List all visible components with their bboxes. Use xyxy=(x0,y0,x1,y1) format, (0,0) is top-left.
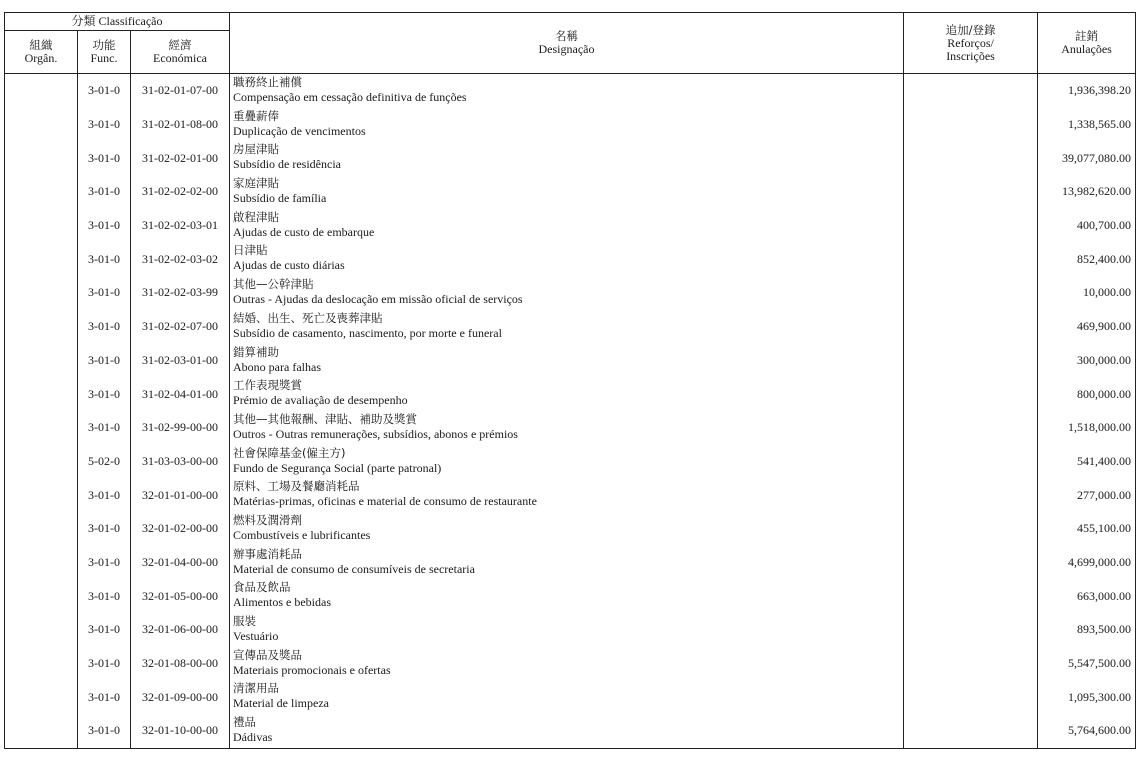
designation-zh: 禮品 xyxy=(233,715,257,730)
annulment-amount-cell: 13,982,620.00 xyxy=(1038,175,1136,209)
functional-code-cell: 3-01-0 xyxy=(78,647,131,681)
designation-pt: Material de limpeza xyxy=(233,696,329,711)
designation-cell xyxy=(230,579,904,613)
reinforcements-cell xyxy=(904,377,1038,411)
organic-cell xyxy=(5,411,78,445)
reinforcements-cell xyxy=(904,478,1038,512)
annulment-amount-cell: 663,000.00 xyxy=(1038,579,1136,613)
organic-cell xyxy=(5,242,78,276)
functional-code-cell: 3-01-0 xyxy=(78,680,131,714)
annulment-amount-cell: 5,547,500.00 xyxy=(1038,647,1136,681)
organic-cell xyxy=(5,141,78,175)
table-row xyxy=(5,680,1136,714)
designation-cell xyxy=(230,175,904,209)
annulment-amount-cell: 1,095,300.00 xyxy=(1038,680,1136,714)
designation-zh: 燃料及潤滑劑 xyxy=(233,512,303,527)
functional-code-cell: 3-01-0 xyxy=(78,141,131,175)
designation-pt: Outros - Outras remunerações, subsídios, abonos e prémios xyxy=(233,426,518,441)
budget-table xyxy=(4,12,1136,749)
table-row xyxy=(5,141,1136,175)
functional-code-cell: 3-01-0 xyxy=(78,276,131,310)
annulment-amount-cell: 893,500.00 xyxy=(1038,613,1136,647)
table-row xyxy=(5,647,1136,681)
designation-zh: 清潔用品 xyxy=(233,681,280,696)
organic-header xyxy=(5,31,78,74)
designation-header-pt: Designação xyxy=(538,42,595,56)
designation-pt: Subsídio de residência xyxy=(233,157,341,172)
table-row xyxy=(5,242,1136,276)
designation-cell xyxy=(230,714,904,748)
designation-zh: 社會保障基金(僱主方) xyxy=(233,445,346,460)
designation-pt: Vestuário xyxy=(233,629,279,643)
economic-header-pt: Económica xyxy=(153,51,207,65)
functional-code-cell: 3-01-0 xyxy=(78,175,131,209)
reinforcements-cell xyxy=(904,546,1038,580)
annulments-header-pt: Anulações xyxy=(1061,42,1112,56)
functional-code-cell: 3-01-0 xyxy=(78,546,131,580)
annulment-amount-cell: 10,000.00 xyxy=(1038,276,1136,310)
table-row xyxy=(5,377,1136,411)
designation-zh: 其他—公幹津貼 xyxy=(233,277,314,292)
table-row xyxy=(5,310,1136,344)
economic-code-cell: 31-02-99-00-00 xyxy=(131,411,230,445)
annulment-amount-cell: 1,936,398.20 xyxy=(1038,74,1136,108)
economic-code-cell: 32-01-06-00-00 xyxy=(131,613,230,647)
table-row xyxy=(5,478,1136,512)
table-row xyxy=(5,411,1136,445)
reinforcements-cell xyxy=(904,141,1038,175)
designation-cell xyxy=(230,310,904,344)
table-row xyxy=(5,175,1136,209)
organic-cell xyxy=(5,647,78,681)
designation-cell xyxy=(230,546,904,580)
reinforcements-header xyxy=(904,13,1038,74)
designation-cell xyxy=(230,74,904,108)
organic-cell xyxy=(5,714,78,748)
designation-zh: 家庭津貼 xyxy=(233,176,280,191)
organic-cell xyxy=(5,680,78,714)
designation-cell xyxy=(230,445,904,479)
reinforcements-cell xyxy=(904,74,1038,108)
designation-cell xyxy=(230,209,904,243)
organic-header-zh: 組織 xyxy=(29,38,53,52)
functional-code-cell: 3-01-0 xyxy=(78,74,131,108)
functional-header xyxy=(78,31,131,74)
organic-cell xyxy=(5,175,78,209)
table-row xyxy=(5,445,1136,479)
reinforcements-cell xyxy=(904,579,1038,613)
organic-cell xyxy=(5,613,78,647)
designation-zh: 其他—其他報酬、津貼、補助及獎賞 xyxy=(233,411,418,426)
economic-code-cell: 31-02-04-01-00 xyxy=(131,377,230,411)
annulment-amount-cell: 400,700.00 xyxy=(1038,209,1136,243)
annulment-amount-cell: 469,900.00 xyxy=(1038,310,1136,344)
table-body xyxy=(5,74,1136,749)
annulment-amount-cell: 39,077,080.00 xyxy=(1038,141,1136,175)
organic-cell xyxy=(5,74,78,108)
annulment-amount-cell: 541,400.00 xyxy=(1038,445,1136,479)
designation-zh: 日津貼 xyxy=(233,243,268,258)
designation-pt: Matérias-primas, oficinas e material de consumo de restaurante xyxy=(233,494,537,509)
reinforcements-header-pt2: Inscrições xyxy=(946,48,995,63)
reinforcements-cell xyxy=(904,445,1038,479)
reinforcements-cell xyxy=(904,175,1038,209)
economic-code-cell: 31-02-02-02-00 xyxy=(131,175,230,209)
organic-header-pt: Orgân. xyxy=(24,51,58,65)
annulment-amount-cell: 1,518,000.00 xyxy=(1038,411,1136,445)
annulments-header-zh: 註銷 xyxy=(1075,29,1099,43)
designation-cell xyxy=(230,647,904,681)
designation-zh: 啟程津貼 xyxy=(233,209,280,224)
organic-cell xyxy=(5,445,78,479)
organic-cell xyxy=(5,478,78,512)
reinforcements-cell xyxy=(904,108,1038,142)
functional-code-cell: 3-01-0 xyxy=(78,310,131,344)
designation-zh: 服裝 xyxy=(233,614,257,628)
annulments-header xyxy=(1038,13,1136,74)
organic-cell xyxy=(5,546,78,580)
designation-zh: 房屋津貼 xyxy=(233,142,280,157)
economic-header xyxy=(131,31,230,74)
economic-code-cell: 32-01-09-00-00 xyxy=(131,680,230,714)
economic-code-cell: 32-01-08-00-00 xyxy=(131,647,230,681)
organic-cell xyxy=(5,344,78,378)
budget-sheet xyxy=(4,12,1135,760)
functional-code-cell: 3-01-0 xyxy=(78,613,131,647)
designation-pt: Compensação em cessação definitiva de funções xyxy=(233,90,467,104)
designation-pt: Subsídio de família xyxy=(233,191,327,206)
designation-cell xyxy=(230,108,904,142)
functional-code-cell: 3-01-0 xyxy=(78,377,131,411)
designation-cell xyxy=(230,242,904,276)
economic-code-cell: 32-01-04-00-00 xyxy=(131,546,230,580)
designation-cell xyxy=(230,478,904,512)
reinforcements-cell xyxy=(904,209,1038,243)
designation-zh: 職務終止補償 xyxy=(233,75,303,89)
designation-zh: 錯算補助 xyxy=(233,344,280,359)
functional-code-cell: 3-01-0 xyxy=(78,344,131,378)
reinforcements-cell xyxy=(904,242,1038,276)
table-row xyxy=(5,613,1136,647)
reinforcements-cell xyxy=(904,714,1038,748)
designation-cell xyxy=(230,344,904,378)
designation-pt: Combustíveis e lubrificantes xyxy=(233,527,371,542)
economic-code-cell: 32-01-01-00-00 xyxy=(131,478,230,512)
designation-cell xyxy=(230,411,904,445)
organic-cell xyxy=(5,377,78,411)
organic-cell xyxy=(5,310,78,344)
annulment-amount-cell: 277,000.00 xyxy=(1038,478,1136,512)
table-header xyxy=(5,13,1136,74)
designation-pt: Alimentos e bebidas xyxy=(233,595,331,610)
table-row xyxy=(5,512,1136,546)
designation-pt: Fundo de Segurança Social (parte patronal) xyxy=(233,460,442,475)
functional-code-cell: 3-01-0 xyxy=(78,714,131,748)
designation-cell xyxy=(230,680,904,714)
economic-code-cell: 32-01-10-00-00 xyxy=(131,714,230,748)
organic-cell xyxy=(5,512,78,546)
economic-code-cell: 32-01-05-00-00 xyxy=(131,579,230,613)
functional-header-pt: Func. xyxy=(90,51,118,65)
annulment-amount-cell: 4,699,000.00 xyxy=(1038,546,1136,580)
organic-cell xyxy=(5,579,78,613)
reinforcements-cell xyxy=(904,310,1038,344)
economic-code-cell: 31-02-02-01-00 xyxy=(131,141,230,175)
table-row xyxy=(5,108,1136,142)
annulment-amount-cell: 300,000.00 xyxy=(1038,344,1136,378)
organic-cell xyxy=(5,209,78,243)
economic-code-cell: 31-02-02-03-02 xyxy=(131,242,230,276)
table-row xyxy=(5,344,1136,378)
designation-cell xyxy=(230,141,904,175)
reinforcements-cell xyxy=(904,411,1038,445)
table-row xyxy=(5,714,1136,748)
organic-cell xyxy=(5,276,78,310)
designation-zh: 結婚、出生、死亡及喪葬津貼 xyxy=(233,310,383,325)
designation-pt: Abono para falhas xyxy=(233,359,321,374)
designation-header xyxy=(230,13,904,74)
classification-header: 分類 Classificação xyxy=(5,13,230,31)
reinforcements-cell xyxy=(904,344,1038,378)
designation-zh: 原料、工場及餐廳消耗品 xyxy=(233,479,360,494)
functional-code-cell: 3-01-0 xyxy=(78,108,131,142)
annulment-amount-cell: 5,764,600.00 xyxy=(1038,714,1136,748)
reinforcements-cell xyxy=(904,276,1038,310)
designation-zh: 辦事處消耗品 xyxy=(233,546,303,561)
economic-code-cell: 31-02-01-08-00 xyxy=(131,108,230,142)
designation-zh: 食品及飲品 xyxy=(233,580,291,595)
reinforcements-cell xyxy=(904,647,1038,681)
table-row xyxy=(5,579,1136,613)
annulment-amount-cell: 455,100.00 xyxy=(1038,512,1136,546)
functional-code-cell: 5-02-0 xyxy=(78,445,131,479)
functional-code-cell: 3-01-0 xyxy=(78,411,131,445)
reinforcements-cell xyxy=(904,680,1038,714)
designation-cell xyxy=(230,512,904,546)
designation-pt: Material de consumo de consumíveis de secretaria xyxy=(233,561,475,576)
annulment-amount-cell: 800,000.00 xyxy=(1038,377,1136,411)
annulment-amount-cell: 852,400.00 xyxy=(1038,242,1136,276)
functional-header-zh: 功能 xyxy=(92,38,116,52)
designation-zh: 宣傳品及獎品 xyxy=(233,647,303,662)
reinforcements-cell xyxy=(904,613,1038,647)
designation-pt: Materiais promocionais e ofertas xyxy=(233,662,391,677)
economic-code-cell: 31-03-03-00-00 xyxy=(131,445,230,479)
designation-pt: Duplicação de vencimentos xyxy=(233,123,366,138)
reinforcements-header-zh: 追加/登錄 xyxy=(945,22,996,37)
economic-code-cell: 32-01-02-00-00 xyxy=(131,512,230,546)
functional-code-cell: 3-01-0 xyxy=(78,478,131,512)
functional-code-cell: 3-01-0 xyxy=(78,209,131,243)
economic-code-cell: 31-02-02-03-01 xyxy=(131,209,230,243)
economic-code-cell: 31-02-02-07-00 xyxy=(131,310,230,344)
table-row xyxy=(5,209,1136,243)
annulment-amount-cell: 1,338,565.00 xyxy=(1038,108,1136,142)
table-row xyxy=(5,276,1136,310)
functional-code-cell: 3-01-0 xyxy=(78,512,131,546)
reinforcements-cell xyxy=(904,512,1038,546)
designation-cell xyxy=(230,276,904,310)
functional-code-cell: 3-01-0 xyxy=(78,579,131,613)
designation-zh: 工作表現獎賞 xyxy=(233,378,303,393)
designation-pt: Ajudas de custo diárias xyxy=(233,258,345,273)
table-row xyxy=(5,74,1136,108)
economic-header-zh: 經濟 xyxy=(168,38,192,52)
designation-pt: Dádivas xyxy=(233,730,273,745)
designation-pt: Prémio de avaliação de desempenho xyxy=(233,393,408,408)
designation-pt: Outras - Ajudas da deslocação em missão oficial de serviços xyxy=(233,292,523,307)
economic-code-cell: 31-02-01-07-00 xyxy=(131,74,230,108)
designation-cell xyxy=(230,613,904,647)
designation-pt: Ajudas de custo de embarque xyxy=(233,224,375,239)
designation-zh: 重疊薪俸 xyxy=(233,108,280,123)
functional-code-cell: 3-01-0 xyxy=(78,242,131,276)
economic-code-cell: 31-02-02-03-99 xyxy=(131,276,230,310)
designation-cell xyxy=(230,377,904,411)
designation-header-zh: 名稱 xyxy=(555,29,579,43)
table-row xyxy=(5,546,1136,580)
organic-cell xyxy=(5,108,78,142)
economic-code-cell: 31-02-03-01-00 xyxy=(131,344,230,378)
designation-pt: Subsídio de casamento, nascimento, por morte e funeral xyxy=(233,325,502,340)
reinforcements-header-pt1: Reforços/ xyxy=(947,35,994,50)
